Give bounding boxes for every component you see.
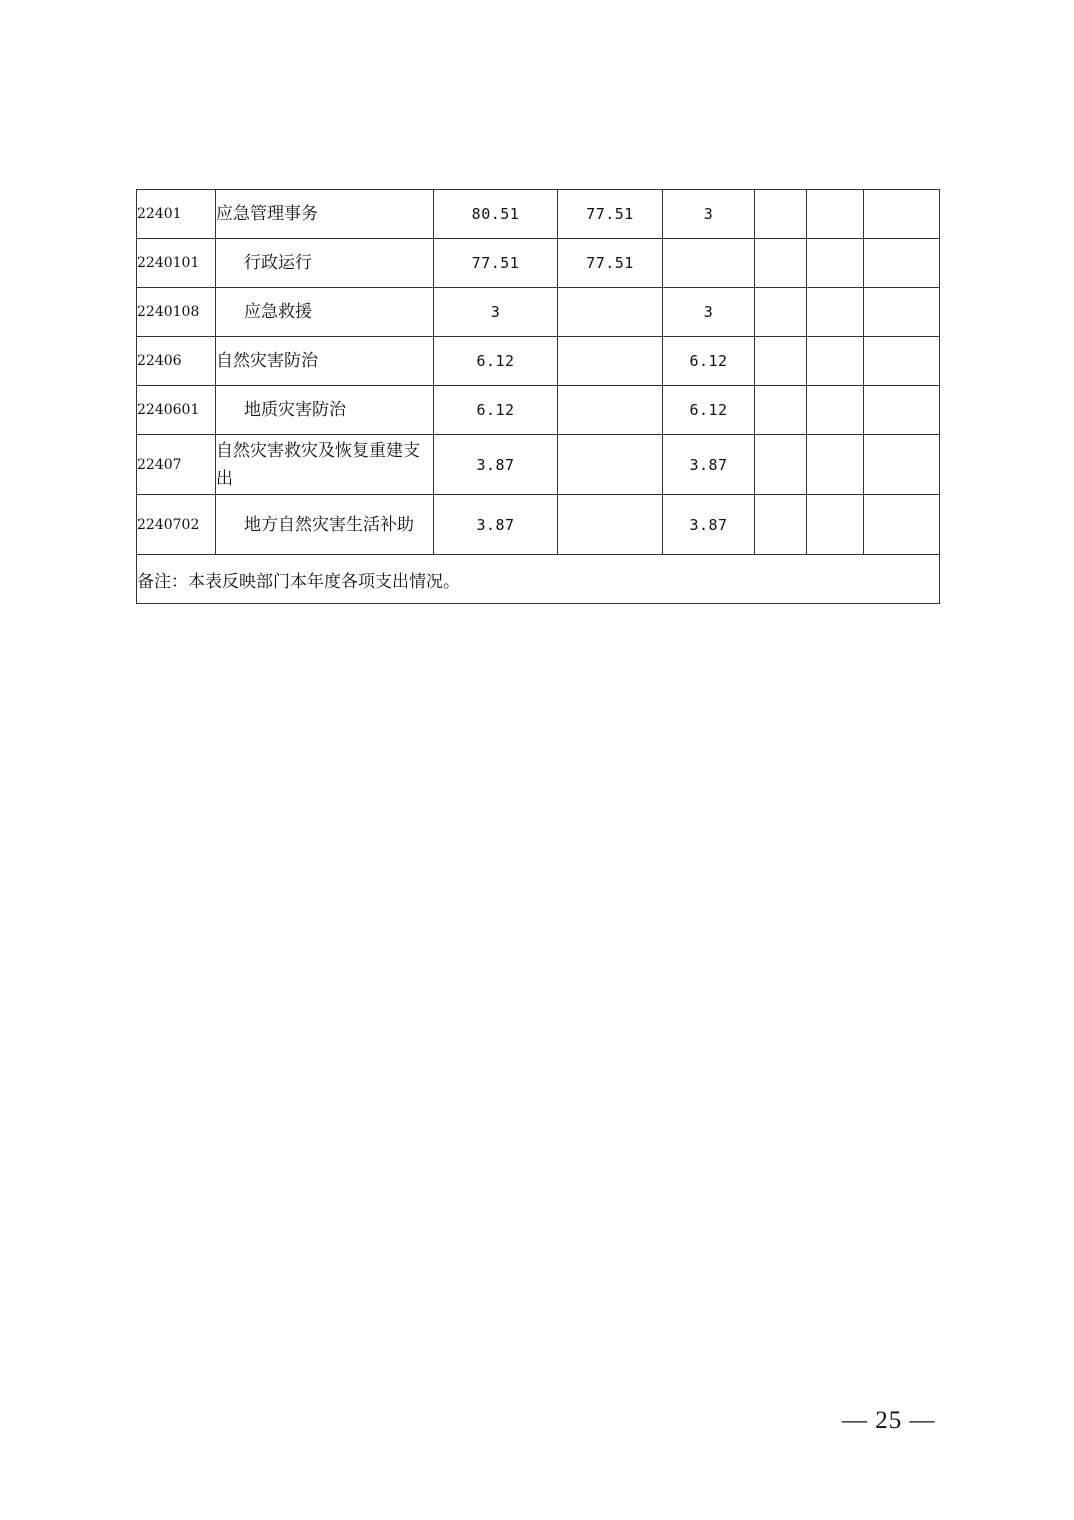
row-cell-empty bbox=[755, 288, 807, 337]
row-cell-empty bbox=[755, 495, 807, 555]
row-basic bbox=[558, 435, 663, 495]
row-name: 地质灾害防治 bbox=[216, 386, 434, 435]
table-row bbox=[137, 239, 940, 288]
row-total: 3.87 bbox=[434, 435, 558, 495]
row-name: 自然灾害防治 bbox=[216, 337, 434, 386]
row-cell-empty bbox=[755, 337, 807, 386]
row-cell-empty bbox=[807, 386, 864, 435]
row-total: 3.87 bbox=[434, 495, 558, 555]
row-name: 行政运行 bbox=[216, 239, 434, 288]
row-cell-empty bbox=[807, 337, 864, 386]
row-cell-empty bbox=[807, 190, 864, 239]
row-project: 3.87 bbox=[663, 495, 755, 555]
row-project: 3 bbox=[663, 190, 755, 239]
row-code: 22407 bbox=[137, 435, 216, 495]
row-name: 自然灾害救灾及恢复重建支出 bbox=[216, 435, 434, 495]
row-project bbox=[663, 239, 755, 288]
page-number: — 25 — bbox=[842, 1407, 936, 1434]
row-project: 6.12 bbox=[663, 337, 755, 386]
row-total: 3 bbox=[434, 288, 558, 337]
row-cell-empty bbox=[755, 435, 807, 495]
row-cell-empty bbox=[864, 435, 940, 495]
row-total: 77.51 bbox=[434, 239, 558, 288]
row-cell-empty bbox=[755, 239, 807, 288]
row-total: 6.12 bbox=[434, 337, 558, 386]
row-basic bbox=[558, 288, 663, 337]
row-cell-empty bbox=[864, 190, 940, 239]
row-code: 2240101 bbox=[137, 239, 216, 288]
row-total: 80.51 bbox=[434, 190, 558, 239]
table-row bbox=[137, 386, 940, 435]
row-code: 2240108 bbox=[137, 288, 216, 337]
row-basic bbox=[558, 386, 663, 435]
row-code: 22401 bbox=[137, 190, 216, 239]
row-cell-empty bbox=[864, 239, 940, 288]
table-row bbox=[137, 495, 940, 555]
row-cell-empty bbox=[755, 386, 807, 435]
row-cell-empty bbox=[864, 288, 940, 337]
row-name: 应急管理事务 bbox=[216, 190, 434, 239]
row-basic bbox=[558, 337, 663, 386]
row-basic bbox=[558, 495, 663, 555]
row-project: 3 bbox=[663, 288, 755, 337]
row-cell-empty bbox=[807, 435, 864, 495]
row-total: 6.12 bbox=[434, 386, 558, 435]
table-row bbox=[137, 190, 940, 239]
row-code: 22406 bbox=[137, 337, 216, 386]
table-row bbox=[137, 435, 940, 495]
row-cell-empty bbox=[755, 190, 807, 239]
table-note: 备注：本表反映部门本年度各项支出情况。 bbox=[137, 555, 940, 604]
row-cell-empty bbox=[807, 239, 864, 288]
row-cell-empty bbox=[864, 495, 940, 555]
expense-table bbox=[136, 189, 940, 604]
row-basic: 77.51 bbox=[558, 190, 663, 239]
row-project: 3.87 bbox=[663, 435, 755, 495]
row-name: 应急救援 bbox=[216, 288, 434, 337]
row-code: 2240702 bbox=[137, 495, 216, 555]
row-cell-empty bbox=[864, 337, 940, 386]
row-cell-empty bbox=[807, 495, 864, 555]
row-name: 地方自然灾害生活补助 bbox=[216, 495, 434, 555]
row-project: 6.12 bbox=[663, 386, 755, 435]
row-cell-empty bbox=[864, 386, 940, 435]
row-cell-empty bbox=[807, 288, 864, 337]
table-row bbox=[137, 337, 940, 386]
row-code: 2240601 bbox=[137, 386, 216, 435]
note-row bbox=[137, 555, 940, 604]
row-basic: 77.51 bbox=[558, 239, 663, 288]
table-row bbox=[137, 288, 940, 337]
